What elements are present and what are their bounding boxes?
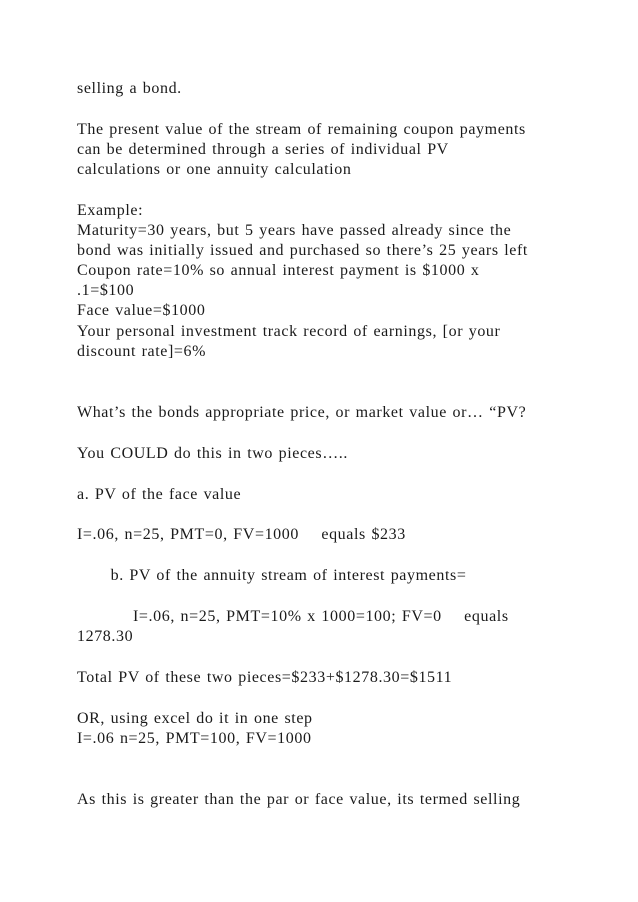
text-line: Maturity=30 years, but 5 years have passed already since the bbox=[77, 222, 512, 239]
text-line: OR, using excel do it in one step bbox=[77, 710, 313, 727]
text-line: Example: bbox=[77, 202, 144, 219]
text-line: Coupon rate=10% so annual interest payment is $1000 x bbox=[77, 262, 480, 279]
text-line: The present value of the stream of remaining coupon payments bbox=[77, 121, 526, 138]
text-line: You COULD do this in two pieces….. bbox=[77, 445, 349, 462]
text-line: calculations or one annuity calculation bbox=[77, 161, 352, 178]
text-line: I=.06, n=25, PMT=0, FV=1000 equals $233 bbox=[77, 526, 406, 543]
text-line: I=.06 n=25, PMT=100, FV=1000 bbox=[77, 730, 312, 747]
text-line: Face value=$1000 bbox=[77, 302, 206, 319]
text-line: .1=$100 bbox=[77, 282, 135, 299]
text-line: selling a bond. bbox=[77, 80, 182, 97]
text-line: b. PV of the annuity stream of interest payments= bbox=[77, 567, 467, 584]
text-line: a. PV of the face value bbox=[77, 486, 242, 503]
text-line: Total PV of these two pieces=$233+$1278.30=$1511 bbox=[77, 669, 453, 686]
text-line: As this is greater than the par or face value, its termed selling bbox=[77, 791, 521, 808]
text-line: Your personal investment track record of earnings, [or your bbox=[77, 323, 501, 340]
text-line: What’s the bonds appropriate price, or market value or… “PV? bbox=[77, 404, 527, 421]
text-line: discount rate]=6% bbox=[77, 343, 207, 360]
text-line: bond was initially issued and purchased so there’s 25 years left bbox=[77, 242, 528, 259]
text-line: I=.06, n=25, PMT=10% x 1000=100; FV=0 equals bbox=[77, 608, 509, 625]
text-line: 1278.30 bbox=[77, 628, 134, 645]
text-line: can be determined through a series of individual PV bbox=[77, 141, 449, 158]
